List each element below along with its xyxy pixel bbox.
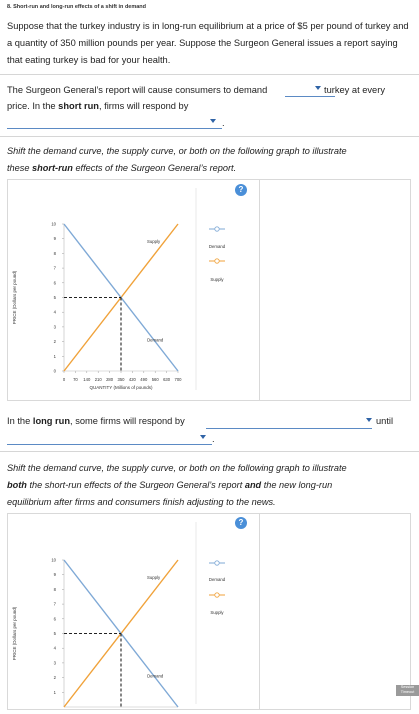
x-tick-label: 210 — [94, 377, 102, 382]
chevron-down-icon[interactable] — [366, 418, 372, 422]
graph-2-right-panel — [259, 513, 411, 710]
supply-tool-icon[interactable] — [208, 592, 226, 598]
x-axis-label: QUANTITY (Millions of pounds) — [89, 385, 153, 390]
supply-tool-label: Supply — [210, 277, 224, 282]
y-tick-label: 7 — [53, 265, 56, 271]
chevron-down-icon[interactable] — [200, 435, 206, 439]
divider — [0, 451, 419, 452]
chevron-down-icon[interactable] — [315, 86, 321, 90]
long-run-term: long run — [32, 416, 71, 426]
chevron-down-icon[interactable] — [210, 119, 216, 123]
y-tick-label: 1 — [53, 353, 56, 359]
divider — [0, 136, 419, 137]
period: . — [212, 434, 215, 444]
y-tick-label: 2 — [53, 339, 56, 345]
period: . — [222, 118, 225, 128]
y-tick-label: 10 — [51, 221, 56, 227]
short-run-term: short-run — [32, 163, 73, 173]
y-tick-label: 1 — [53, 689, 56, 695]
demand-curve-label: Demand — [147, 673, 164, 679]
y-tick-label: 6 — [53, 616, 56, 622]
help-icon[interactable]: ? — [235, 184, 247, 196]
y-tick-label: 10 — [51, 557, 56, 563]
instruction-1-line-2: these short-run effects of the Surgeon General’s report. — [7, 163, 237, 173]
y-tick-label: 9 — [53, 236, 56, 242]
intro-paragraph: Suppose that the turkey industry is in long-run equilibrium at a price of $5 per pound of turkey and a quantity of 350 million pounds per year. Suppose the Surgeon General issues a report saying that eating turkey is bad for your health. — [7, 21, 409, 65]
y-tick-label: 2 — [53, 675, 56, 681]
y-axis-label: PRICE (Dollars per pound) — [12, 606, 17, 661]
demand-tool-icon[interactable] — [208, 560, 226, 566]
demand-tool-label: Demand — [208, 244, 226, 249]
x-tick-label: 560 — [151, 377, 159, 382]
instruction-2-line-2: both the short-run effects of the Surgeon General’s report and the new long-run — [7, 480, 333, 490]
x-tick-label: 490 — [140, 377, 148, 382]
supply-curve-label: Supply — [147, 575, 161, 581]
supply-curve-label: Supply — [147, 239, 161, 245]
demand-curve-label: Demand — [147, 337, 164, 343]
y-tick-label: 4 — [53, 309, 56, 315]
instruction-2-line-1: Shift the demand curve, the supply curve, or both on the following graph to illustrate — [7, 463, 347, 473]
y-tick-label: 3 — [53, 660, 56, 666]
graph-1-svg[interactable] — [8, 180, 260, 400]
short-run-response-dropdown[interactable] — [7, 128, 222, 129]
y-tick-label: 6 — [53, 280, 56, 286]
graph-1-right-panel — [259, 179, 411, 401]
question-1-line-2: price. In the short run, firms will respond by — [7, 101, 189, 111]
divider — [0, 74, 419, 75]
session-timeout-tab[interactable]: Session Timeout — [396, 685, 419, 696]
x-tick-label: 280 — [106, 377, 114, 382]
x-tick-label: 350 — [117, 377, 125, 382]
x-tick-label: 0 — [62, 377, 66, 382]
help-icon[interactable]: ? — [235, 517, 247, 529]
long-run-response-dropdown[interactable] — [206, 428, 372, 429]
long-run-until-dropdown[interactable] — [7, 444, 212, 445]
y-tick-label: 9 — [53, 572, 56, 578]
x-tick-label: 420 — [128, 377, 136, 382]
question-1-suffix: turkey at every — [324, 85, 385, 95]
graph-1-panel — [7, 179, 261, 401]
question-2-line-1: In the long run, some firms will respond by — [7, 416, 185, 426]
y-tick-label: 3 — [53, 324, 56, 330]
demand-tool-label: Demand — [208, 577, 226, 582]
supply-tool-icon[interactable] — [208, 258, 226, 264]
instruction-1-line-1: Shift the demand curve, the supply curve, or both on the following graph to illustrate — [7, 146, 347, 156]
y-tick-label: 4 — [53, 645, 56, 651]
short-run-term: short run — [58, 101, 99, 111]
question-2-suffix: until — [376, 416, 394, 426]
supply-tool-label: Supply — [210, 610, 224, 615]
y-tick-label: 8 — [53, 250, 56, 256]
instruction-2-line-3: equilibrium after firms and consumers finish adjusting to the news. — [7, 497, 276, 507]
x-tick-label: 700 — [174, 377, 182, 382]
x-tick-label: 70 — [73, 377, 78, 382]
question-1-prefix: The Surgeon General’s report will cause consumers to demand — [7, 85, 268, 95]
page-title: 8. Short-run and long-run effects of a shift in demand — [7, 4, 147, 10]
y-tick-label: 5 — [53, 631, 56, 636]
x-tick-label: 140 — [83, 377, 91, 382]
y-tick-label: 5 — [53, 295, 56, 300]
y-tick-label: 7 — [53, 601, 56, 607]
y-axis-label: PRICE (Dollars per pound) — [12, 270, 17, 325]
y-tick-label: 0 — [53, 368, 56, 374]
x-tick-label: 630 — [163, 377, 171, 382]
demand-tool-icon[interactable] — [208, 226, 226, 232]
y-tick-label: 8 — [53, 586, 56, 592]
